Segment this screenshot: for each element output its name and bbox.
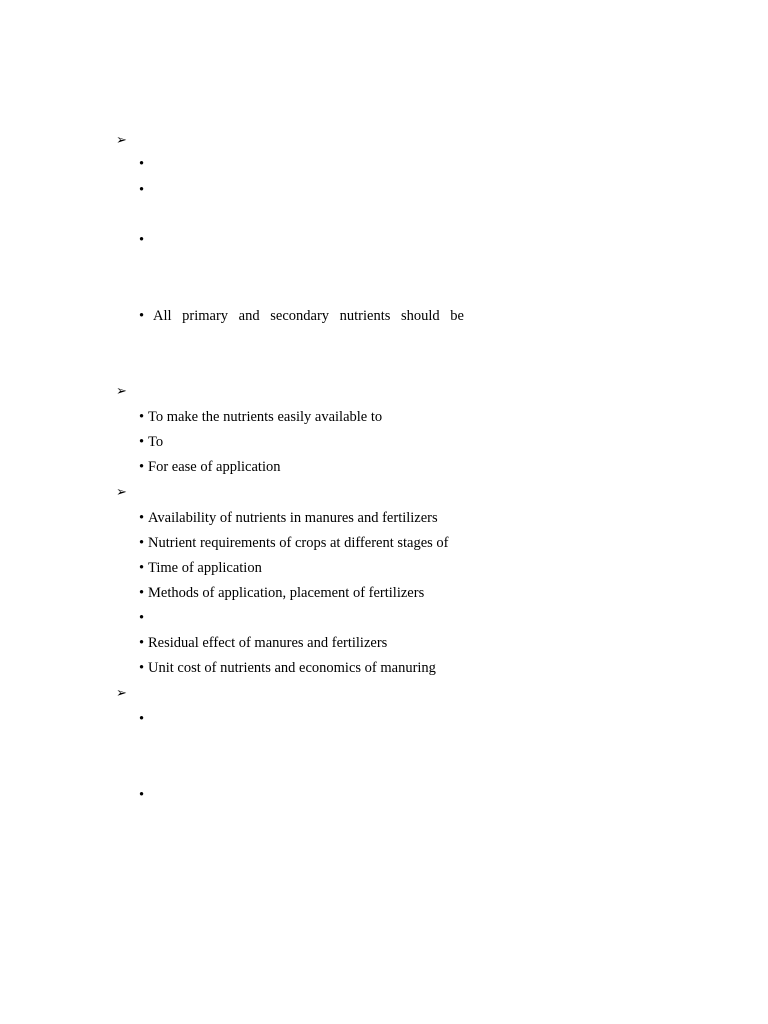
bullet-marker: • [139, 711, 145, 727]
bullet-marker: • [139, 535, 145, 551]
list-item [139, 232, 148, 248]
list-item-text: Residual effect of manures and fertilizers [148, 635, 388, 651]
bullet-marker: • [139, 610, 145, 626]
list-item-text: Methods of application, placement of fertilizers [148, 585, 425, 601]
bullet-marker: • [139, 635, 145, 651]
bullet-marker: • [139, 560, 145, 576]
list-item-text: To [148, 434, 164, 450]
bullet-marker: • [139, 459, 145, 475]
section-arrow-marker: ➢ [116, 132, 127, 147]
section-arrow-marker: ➢ [116, 383, 127, 398]
list-item-text: Unit cost of nutrients and economics of manuring [148, 660, 436, 676]
list-item-text: Time of application [148, 560, 262, 576]
list-item-text: For ease of application [148, 459, 281, 475]
bullet-marker: • [139, 308, 145, 324]
bullet-marker: • [139, 156, 145, 172]
bullet-marker: • [139, 434, 145, 450]
list-item-text: Availability of nutrients in manures and fertilizers [148, 510, 438, 526]
list-item-text: Nutrient requirements of crops at different stages of [148, 535, 449, 551]
list-item [139, 308, 464, 324]
list-item [139, 535, 449, 551]
list-item [139, 660, 436, 676]
bullet-marker: • [139, 409, 145, 425]
list-item [139, 156, 148, 172]
section-arrow-marker: ➢ [116, 685, 127, 700]
list-item [139, 560, 262, 576]
list-item [139, 182, 148, 198]
list-item [139, 409, 382, 425]
section-arrow-marker: ➢ [116, 484, 127, 499]
bullet-marker: • [139, 660, 145, 676]
list-item [139, 434, 163, 450]
bullet-marker: • [139, 182, 145, 198]
list-item-text: All primary and secondary nutrients should be [153, 308, 464, 324]
list-item-text: To make the nutrients easily available to [148, 409, 383, 425]
bullet-marker: • [139, 585, 145, 601]
bullet-marker: • [139, 510, 145, 526]
list-item [139, 585, 424, 601]
list-item [139, 635, 387, 651]
bullet-marker: • [139, 787, 145, 803]
list-item [139, 610, 148, 626]
list-item [139, 711, 148, 727]
list-item [139, 787, 148, 803]
list-item [139, 510, 438, 526]
list-item [139, 459, 280, 475]
bullet-marker: • [139, 232, 145, 248]
